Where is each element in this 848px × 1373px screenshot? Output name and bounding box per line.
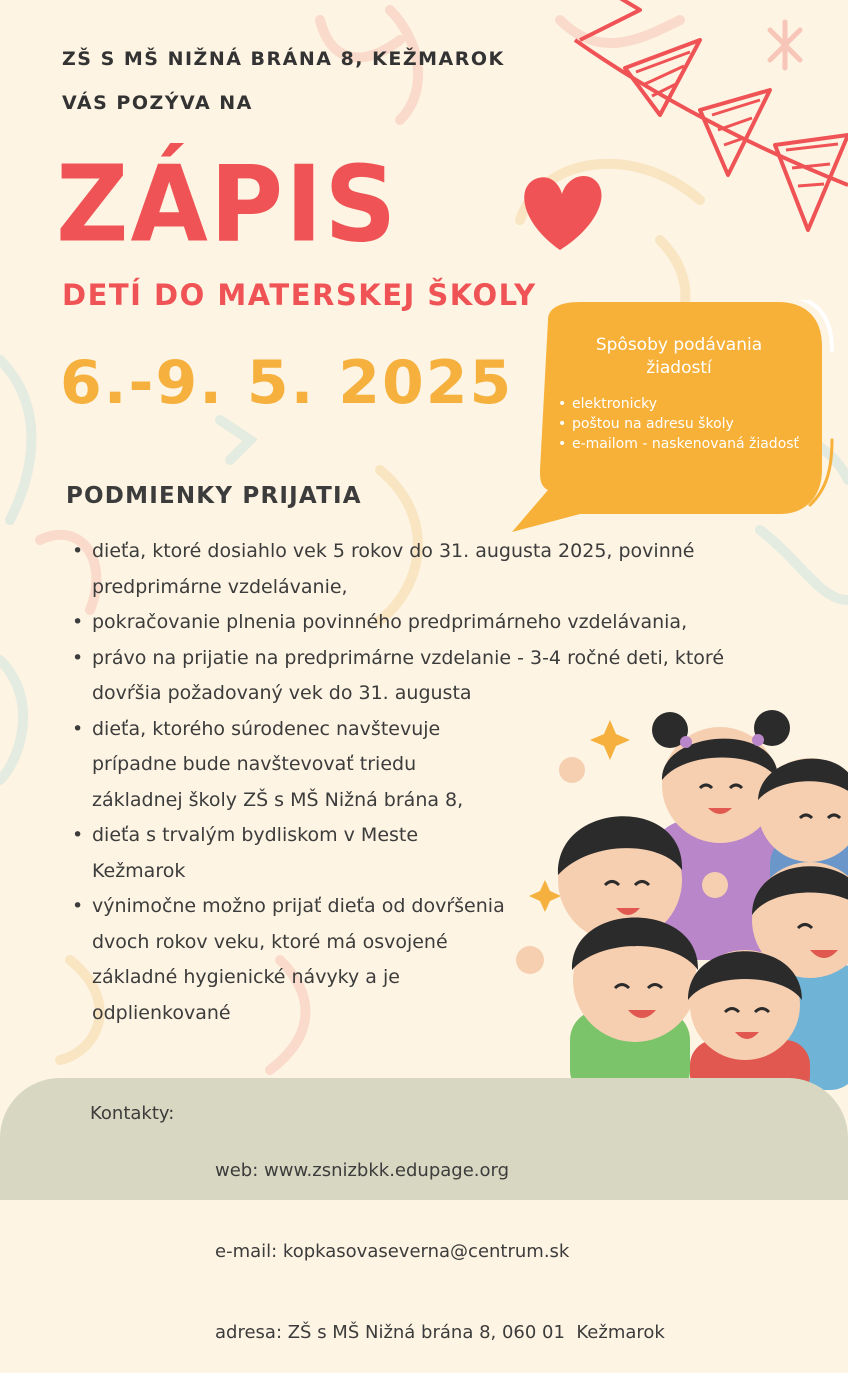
list-item: • dieťa s trvalým bydliskom v Meste Kežmarok <box>92 818 472 889</box>
list-item: • e-mailom - naskenovaná žiadosť <box>572 434 812 454</box>
list-item: • poštou na adresu školy <box>572 414 812 434</box>
address-text: adresa: ZŠ s MŠ Nižná brána 8, 060 01 Kežmarok <box>215 1322 665 1343</box>
subtitle: DETÍ DO MATERSKEJ ŠKOLY <box>62 278 537 312</box>
invitation-line: VÁS POZÝVA NA <box>62 92 253 114</box>
event-date: 6.-9. 5. 2025 <box>60 348 514 418</box>
heart-icon <box>524 176 601 250</box>
main-title: ZÁPIS <box>56 143 399 266</box>
list-item: • výnimočne možno prijať dieťa od dovŕšenia dvoch rokov veku, ktoré má osvojené základné hygienické návyky a je odplienkované <box>92 889 512 1031</box>
contacts-block <box>215 1103 665 1373</box>
contacts-label: Kontakty: <box>90 1103 175 1124</box>
children-illustration <box>510 700 848 1090</box>
application-methods-list <box>558 394 812 454</box>
list-item: • dieťa, ktorého súrodenec navštevuje prípadne bude navštevovať triedu základnej školy ZŠ s MŠ Nižná brána 8, <box>92 712 512 819</box>
list-item: • pokračovanie plnenia povinného predprimárneho vzdelávania, <box>92 605 807 641</box>
list-item: • právo na prijatie na predprimárne vzdelanie - 3-4 ročné deti, ktoré dovŕšia požadovaný vek do 31. augusta <box>92 641 782 712</box>
list-item: • dieťa, ktoré dosiahlo vek 5 rokov do 31. augusta 2025, povinné predprimárne vzdelávanie, <box>92 534 807 605</box>
bubble-title: Spôsoby podávania žiadostí <box>595 335 763 378</box>
conditions-title: PODMIENKY PRIJATIA <box>66 483 362 509</box>
bunting-flag <box>580 0 640 40</box>
list-item: • elektronicky <box>572 394 812 414</box>
school-name: ZŠ S MŠ NIŽNÁ BRÁNA 8, KEŽMAROK <box>62 48 505 70</box>
web-link[interactable]: web: www.zsnizbkk.edupage.org <box>215 1160 510 1181</box>
application-methods-bubble <box>548 322 810 517</box>
email-link[interactable]: e-mail: kopkasovaseverna@centrum.sk <box>215 1241 570 1262</box>
